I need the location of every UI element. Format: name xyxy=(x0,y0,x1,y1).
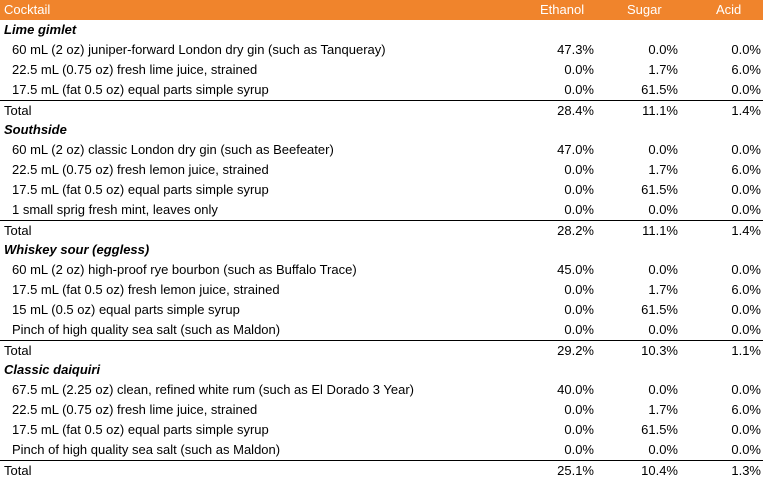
sugar-value: 61.5% xyxy=(641,422,678,437)
total-label: Total xyxy=(4,463,32,478)
ingredient-row xyxy=(0,400,763,420)
header-cocktail: Cocktail xyxy=(4,2,51,17)
ingredient-text: 60 mL (2 oz) high-proof rye bourbon (such as Buffalo Trace) xyxy=(12,262,357,277)
sugar-value: 0.0% xyxy=(648,202,678,217)
ingredient-row xyxy=(0,180,763,200)
ingredient-row xyxy=(0,160,763,180)
acid-value: 6.0% xyxy=(731,282,761,297)
total-acid: 1.4% xyxy=(731,103,761,118)
sugar-value: 61.5% xyxy=(641,182,678,197)
header-sugar: Sugar xyxy=(627,2,662,17)
total-ethanol: 28.4% xyxy=(557,103,594,118)
ethanol-value: 0.0% xyxy=(564,402,594,417)
acid-value: 6.0% xyxy=(731,402,761,417)
cocktail-name-row xyxy=(0,20,763,40)
ingredient-row xyxy=(0,80,763,100)
sugar-value: 0.0% xyxy=(648,442,678,457)
ingredient-text: 22.5 mL (0.75 oz) fresh lime juice, strained xyxy=(12,62,258,77)
sugar-value: 0.0% xyxy=(648,382,678,397)
ingredient-text: 60 mL (2 oz) classic London dry gin (such as Beefeater) xyxy=(12,142,334,157)
sugar-value: 0.0% xyxy=(648,322,678,337)
ethanol-value: 0.0% xyxy=(564,302,594,317)
sugar-value: 1.7% xyxy=(648,162,678,177)
table-header-row xyxy=(0,0,763,20)
sugar-value: 1.7% xyxy=(648,62,678,77)
cocktail-name: Southside xyxy=(4,122,67,137)
ingredient-text: 22.5 mL (0.75 oz) fresh lime juice, strained xyxy=(12,402,258,417)
ethanol-value: 0.0% xyxy=(564,322,594,337)
acid-value: 0.0% xyxy=(731,422,761,437)
ingredient-row xyxy=(0,260,763,280)
ingredient-row xyxy=(0,60,763,80)
total-acid: 1.1% xyxy=(731,343,761,358)
ingredient-row xyxy=(0,420,763,440)
total-row xyxy=(0,220,763,240)
total-acid: 1.4% xyxy=(731,223,761,238)
ingredient-row xyxy=(0,200,763,220)
acid-value: 0.0% xyxy=(731,182,761,197)
total-sugar: 10.3% xyxy=(641,343,678,358)
ethanol-value: 45.0% xyxy=(557,262,594,277)
ingredient-text: 17.5 mL (fat 0.5 oz) equal parts simple syrup xyxy=(12,182,269,197)
acid-value: 0.0% xyxy=(731,442,761,457)
header-ethanol: Ethanol xyxy=(540,2,585,17)
ingredient-text: 17.5 mL (fat 0.5 oz) equal parts simple syrup xyxy=(12,82,269,97)
ingredient-text: 15 mL (0.5 oz) equal parts simple syrup xyxy=(12,302,240,317)
ingredient-text: 1 small sprig fresh mint, leaves only xyxy=(12,202,218,217)
ingredient-text: 17.5 mL (fat 0.5 oz) equal parts simple syrup xyxy=(12,422,269,437)
ethanol-value: 0.0% xyxy=(564,82,594,97)
header-acid: Acid xyxy=(716,2,742,17)
ethanol-value: 0.0% xyxy=(564,182,594,197)
cocktail-name: Lime gimlet xyxy=(4,22,77,37)
acid-value: 0.0% xyxy=(731,82,761,97)
ingredient-row xyxy=(0,40,763,60)
ingredient-text: Pinch of high quality sea salt (such as Maldon) xyxy=(12,322,281,337)
sugar-value: 1.7% xyxy=(648,402,678,417)
ethanol-value: 0.0% xyxy=(564,282,594,297)
ethanol-value: 0.0% xyxy=(564,62,594,77)
acid-value: 0.0% xyxy=(731,202,761,217)
total-ethanol: 25.1% xyxy=(557,463,594,478)
total-row xyxy=(0,460,763,480)
ingredient-text: 22.5 mL (0.75 oz) fresh lemon juice, strained xyxy=(12,162,269,177)
ethanol-value: 0.0% xyxy=(564,422,594,437)
acid-value: 0.0% xyxy=(731,42,761,57)
total-label: Total xyxy=(4,103,32,118)
acid-value: 6.0% xyxy=(731,62,761,77)
acid-value: 0.0% xyxy=(731,142,761,157)
ingredient-row xyxy=(0,440,763,460)
ethanol-value: 47.3% xyxy=(557,42,594,57)
ethanol-value: 0.0% xyxy=(564,202,594,217)
sugar-value: 61.5% xyxy=(641,302,678,317)
ethanol-value: 47.0% xyxy=(557,142,594,157)
cocktail-name-row xyxy=(0,240,763,260)
total-label: Total xyxy=(4,343,32,358)
ingredient-row xyxy=(0,300,763,320)
ingredient-text: Pinch of high quality sea salt (such as Maldon) xyxy=(12,442,281,457)
sugar-value: 0.0% xyxy=(648,42,678,57)
sugar-value: 1.7% xyxy=(648,282,678,297)
ethanol-value: 40.0% xyxy=(557,382,594,397)
acid-value: 6.0% xyxy=(731,162,761,177)
total-ethanol: 28.2% xyxy=(557,223,594,238)
ingredient-text: 67.5 mL (2.25 oz) clean, refined white rum (such as El Dorado 3 Year) xyxy=(12,382,415,397)
cocktail-name-row xyxy=(0,120,763,140)
total-row xyxy=(0,340,763,360)
total-ethanol: 29.2% xyxy=(557,343,594,358)
total-sugar: 11.1% xyxy=(642,223,678,238)
ethanol-value: 0.0% xyxy=(564,442,594,457)
total-sugar: 10.4% xyxy=(641,463,678,478)
ethanol-value: 0.0% xyxy=(564,162,594,177)
acid-value: 0.0% xyxy=(731,382,761,397)
ingredient-text: 60 mL (2 oz) juniper-forward London dry gin (such as Tanqueray) xyxy=(12,42,386,57)
cocktail-name-row xyxy=(0,360,763,380)
sugar-value: 0.0% xyxy=(648,262,678,277)
acid-value: 0.0% xyxy=(731,262,761,277)
sugar-value: 61.5% xyxy=(641,82,678,97)
ingredient-row xyxy=(0,380,763,400)
ingredient-row xyxy=(0,140,763,160)
ingredient-row xyxy=(0,280,763,300)
total-row xyxy=(0,100,763,120)
total-label: Total xyxy=(4,223,32,238)
acid-value: 0.0% xyxy=(731,302,761,317)
cocktail-name: Classic daiquiri xyxy=(4,362,101,377)
total-acid: 1.3% xyxy=(731,463,761,478)
ingredient-text: 17.5 mL (fat 0.5 oz) fresh lemon juice, strained xyxy=(12,282,280,297)
sugar-value: 0.0% xyxy=(648,142,678,157)
acid-value: 0.0% xyxy=(731,322,761,337)
cocktail-name: Whiskey sour (eggless) xyxy=(4,242,150,257)
ingredient-row xyxy=(0,320,763,340)
total-sugar: 11.1% xyxy=(642,103,678,118)
